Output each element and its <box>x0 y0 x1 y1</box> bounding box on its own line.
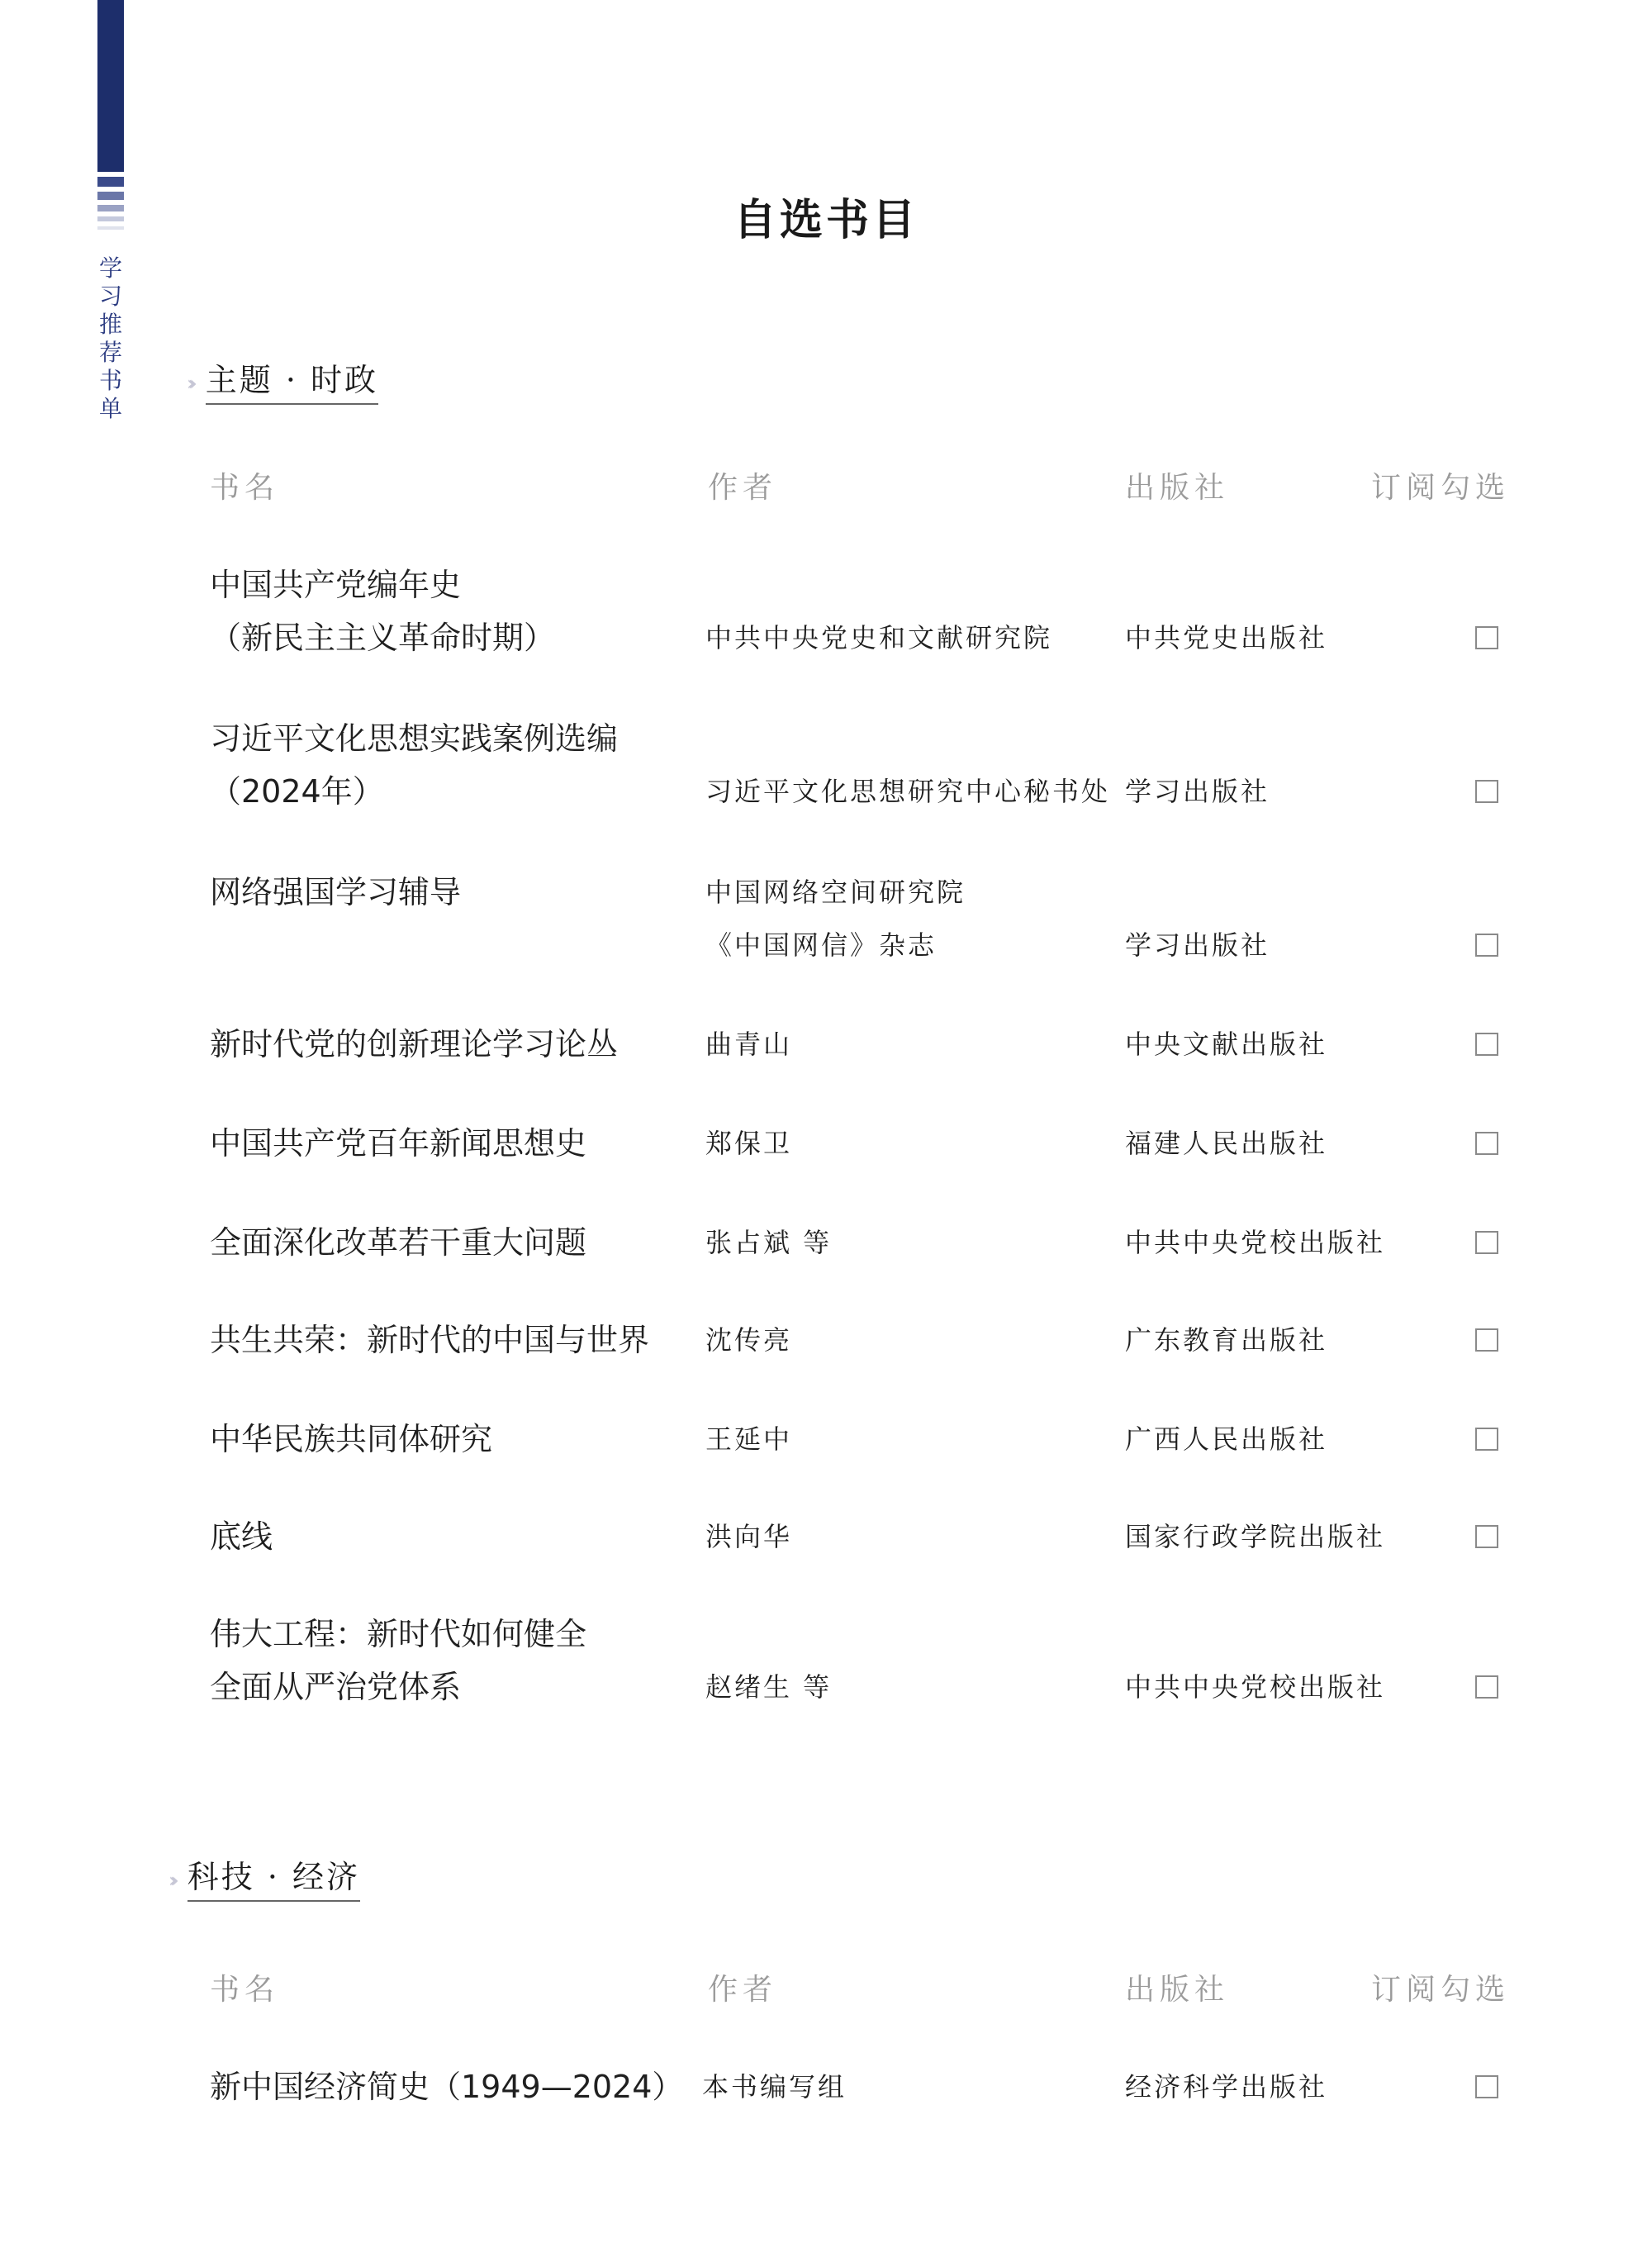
book-title: 伟大工程：新时代如何健全 全面从严治党体系 <box>210 1616 587 1705</box>
book-author: 郑保卫 <box>705 1128 793 1159</box>
subscribe-checkbox[interactable] <box>1475 1675 1498 1699</box>
book-title: 全面深化改革若干重大问题 <box>210 1224 587 1261</box>
subscribe-checkbox[interactable] <box>1475 1525 1498 1548</box>
subscribe-checkbox[interactable] <box>1475 1428 1498 1451</box>
book-publisher: 中共党史出版社 <box>1125 622 1328 653</box>
spine-label: 学 习 推 荐 书 单 <box>98 254 122 422</box>
subscribe-checkbox[interactable] <box>1475 934 1498 957</box>
book-author: 沈传亮 <box>705 1324 793 1356</box>
subscribe-checkbox[interactable] <box>1475 1033 1498 1056</box>
book-title: 中华民族共同体研究 <box>210 1421 493 1457</box>
column-header-author: 作者 <box>708 471 778 505</box>
book-publisher: 广西人民出版社 <box>1125 1423 1328 1455</box>
book-author: 习近平文化思想研究中心秘书处 <box>705 776 1111 807</box>
book-author: 赵绪生 等 <box>705 1671 833 1703</box>
subscribe-checkbox[interactable] <box>1475 1328 1498 1352</box>
book-title: 中国共产党编年史 （新民主主义革命时期） <box>210 567 556 656</box>
book-author: 本书编写组 <box>702 2071 847 2103</box>
book-title: 习近平文化思想实践案例选编 （2024年） <box>210 720 619 810</box>
book-author: 中国网络空间研究院 《中国网信》杂志 <box>705 877 966 961</box>
subscribe-checkbox[interactable] <box>1475 1231 1498 1254</box>
column-header-subscribe: 订阅勾选 <box>1371 1973 1511 2007</box>
column-header-publisher: 出版社 <box>1125 471 1230 505</box>
book-publisher: 中共中央党校出版社 <box>1125 1671 1386 1703</box>
chevron-right-icon: ››› <box>169 1869 173 1892</box>
section-title: 主题 · 时政 <box>206 362 378 405</box>
book-author: 中共中央党史和文献研究院 <box>705 622 1053 653</box>
spine-color-bar <box>97 0 124 172</box>
book-title: 底线 <box>210 1518 273 1555</box>
subscribe-checkbox[interactable] <box>1475 626 1498 649</box>
column-header-subscribe: 订阅勾选 <box>1371 471 1511 505</box>
column-header-title: 书名 <box>210 1973 280 2007</box>
book-publisher: 学习出版社 <box>1125 929 1270 961</box>
book-publisher: 经济科学出版社 <box>1125 2071 1328 2103</box>
book-publisher: 国家行政学院出版社 <box>1125 1521 1386 1552</box>
book-title: 共生共荣：新时代的中国与世界 <box>210 1322 650 1358</box>
section-title: 科技 · 经济 <box>188 1859 360 1902</box>
subscribe-checkbox[interactable] <box>1475 2075 1498 2098</box>
book-title: 新时代党的创新理论学习论丛 <box>210 1026 619 1062</box>
page-title: 自选书目 <box>733 196 919 245</box>
book-publisher: 中央文献出版社 <box>1125 1029 1328 1060</box>
subscribe-checkbox[interactable] <box>1475 780 1498 803</box>
section-heading <box>169 1859 360 1902</box>
book-title: 网络强国学习辅导 <box>210 874 462 910</box>
book-publisher: 福建人民出版社 <box>1125 1128 1328 1159</box>
section-heading <box>187 362 378 405</box>
book-author: 曲青山 <box>705 1029 793 1060</box>
book-author: 洪向华 <box>705 1521 793 1552</box>
book-publisher: 广东教育出版社 <box>1125 1324 1328 1356</box>
column-header-publisher: 出版社 <box>1125 1973 1230 2007</box>
book-title: 新中国经济简史（1949—2024） <box>210 2069 684 2105</box>
column-header-author: 作者 <box>708 1973 778 2007</box>
book-publisher: 中共中央党校出版社 <box>1125 1227 1386 1258</box>
book-publisher: 学习出版社 <box>1125 776 1270 807</box>
book-author: 王延中 <box>705 1423 793 1455</box>
book-author: 张占斌 等 <box>705 1227 833 1258</box>
chevron-right-icon: ››› <box>187 372 191 395</box>
column-header-title: 书名 <box>210 471 280 505</box>
subscribe-checkbox[interactable] <box>1475 1132 1498 1155</box>
book-title: 中国共产党百年新闻思想史 <box>210 1125 587 1162</box>
